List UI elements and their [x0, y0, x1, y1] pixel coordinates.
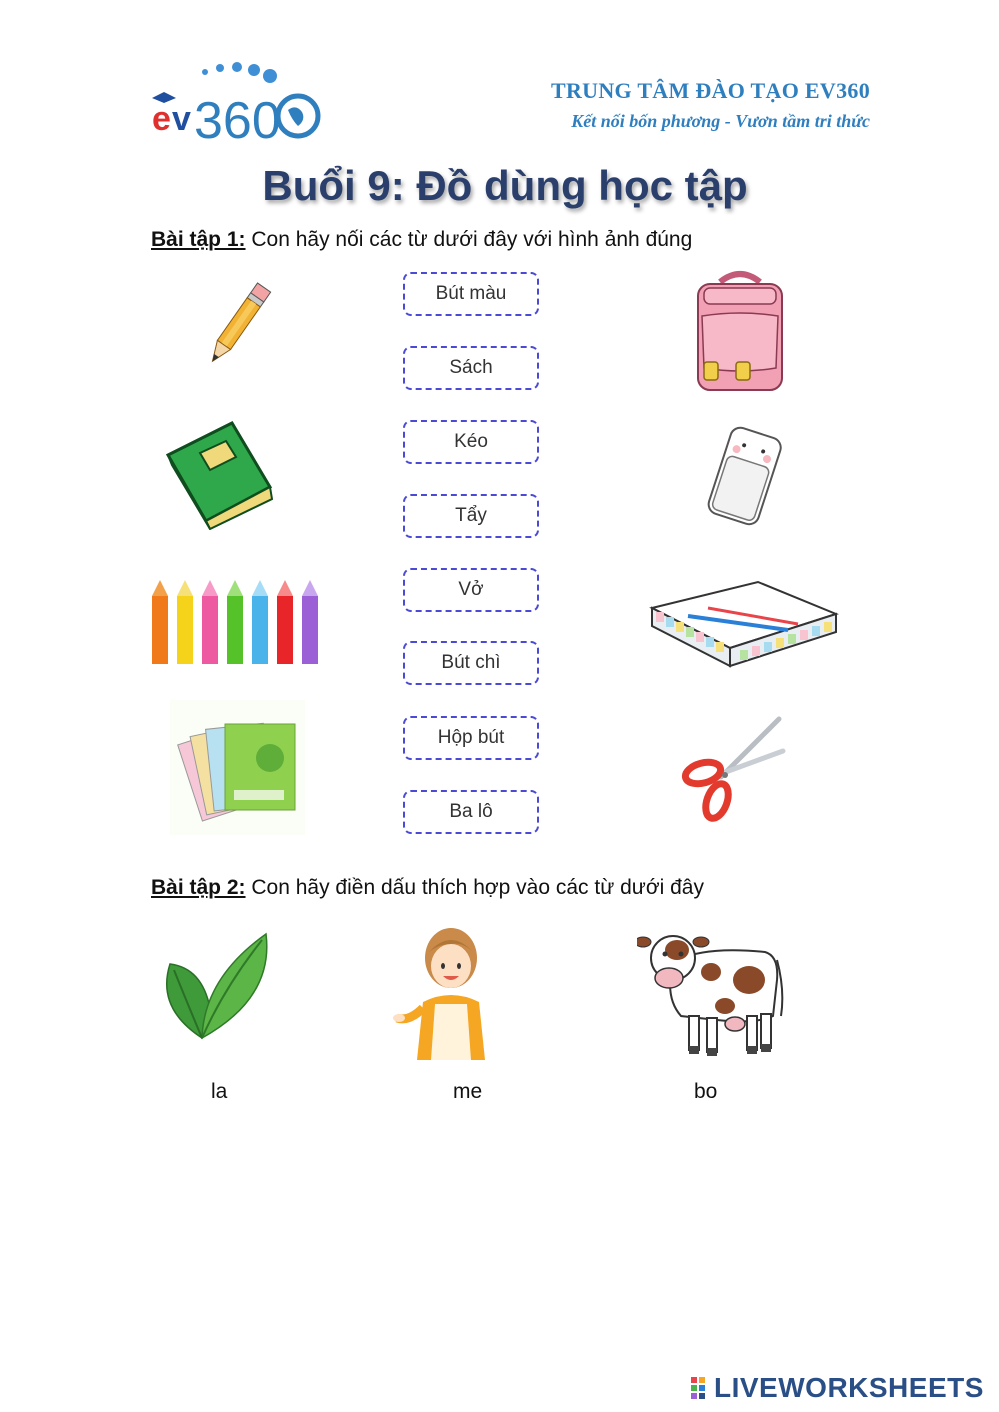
pencil-case-icon[interactable] [648, 578, 840, 670]
exercise-1-heading [151, 228, 692, 252]
word-box-ba-lo[interactable]: Ba lô [403, 790, 539, 834]
word-box-but-chi[interactable]: Bút chì [403, 641, 539, 685]
word-box-but-mau[interactable]: Bút màu [403, 272, 539, 316]
fill-word-bo[interactable]: bo [694, 1080, 718, 1103]
word-box-sach[interactable]: Sách [403, 346, 539, 390]
word-box-hop-but[interactable]: Hộp bút [403, 716, 539, 760]
exercise-1-label: Bài tập 1: [151, 228, 246, 251]
word-box-vo[interactable]: Vở [403, 568, 539, 612]
word-box-tay[interactable]: Tẩy [403, 494, 539, 538]
eraser-icon[interactable] [705, 425, 785, 527]
liveworksheets-icon [690, 1376, 714, 1400]
backpack-icon[interactable] [690, 268, 790, 396]
liveworksheets-brand: LIVEWORKSHEETS [714, 1372, 984, 1403]
notebooks-icon[interactable] [170, 700, 305, 835]
center-name: TRUNG TÂM ĐÀO TẠO EV360 [550, 78, 870, 103]
leaf-icon [162, 928, 270, 1040]
scissors-icon[interactable] [675, 715, 787, 827]
mother-icon [393, 922, 493, 1062]
book-icon[interactable] [160, 415, 275, 530]
exercise-2-label: Bài tập 2: [151, 876, 246, 899]
svg-text:v: v [172, 100, 191, 138]
exercise-1-instruction: Con hãy nối các từ dưới đây với hình ảnh đúng [245, 228, 693, 251]
fill-word-la[interactable]: la [211, 1080, 228, 1103]
page-title: Buổi 9: Đồ dùng học tập [262, 162, 748, 209]
center-slogan: Kết nối bốn phương - Vươn tầm tri thức [571, 111, 870, 131]
liveworksheets-logo [690, 1372, 990, 1404]
ev360-logo [150, 60, 325, 145]
exercise-2-instruction: Con hãy điền dấu thích hợp vào các từ dưới đây [245, 876, 704, 899]
cow-icon [637, 920, 785, 1058]
exercise-2-heading [151, 876, 704, 900]
fill-word-me[interactable]: me [453, 1080, 483, 1103]
svg-text:360: 360 [194, 92, 281, 145]
colored-pencils-icon[interactable] [150, 578, 322, 666]
word-box-keo[interactable]: Kéo [403, 420, 539, 464]
pencil-icon[interactable] [200, 272, 280, 372]
svg-text:e: e [152, 100, 171, 138]
